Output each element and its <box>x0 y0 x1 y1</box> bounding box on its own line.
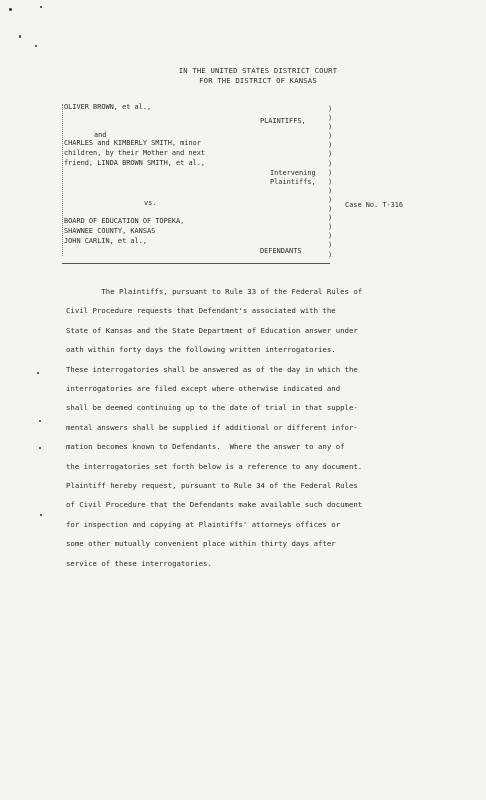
caption-left-rule <box>62 104 63 256</box>
body-line: interrogatories are filed except where otherwise indicated and <box>66 384 341 394</box>
body-line: State of Kansas and the State Department of Education answer under <box>66 325 358 335</box>
intervenor-line-3: friend, LINDA BROWN SMITH, et al., <box>64 159 206 167</box>
body-line: Civil Procedure requests that Defendant's associated with the <box>66 306 336 316</box>
court-district: FOR THE DISTRICT OF KANSAS <box>199 76 317 85</box>
body-line: oath within forty days the following written interrogatories. <box>66 345 336 355</box>
scan-speck <box>37 372 39 374</box>
intervenor-line-1: CHARLES and KIMBERLY SMITH, minor <box>64 139 201 147</box>
caption-bottom-rule <box>62 263 330 264</box>
body-line: some other mutually convenient place within thirty days after <box>66 539 336 549</box>
scan-speck <box>39 420 41 422</box>
scan-speck <box>39 447 41 449</box>
court-name: IN THE UNITED STATES DISTRICT COURT <box>178 66 338 75</box>
body-line: the interrogatories set forth below is a reference to any document. <box>66 461 363 471</box>
plaintiff-name: OLIVER BROWN, et al., <box>64 103 152 111</box>
scan-speck <box>35 45 37 47</box>
intervenor-role-2: Plaintiffs, <box>270 178 316 186</box>
case-caption <box>64 103 354 267</box>
and-conjunction: and <box>94 131 107 139</box>
intervenor-role-1: Intervening <box>270 169 316 177</box>
body-line: service of these interrogatories. <box>66 558 212 568</box>
interrogatories-preamble <box>66 282 456 573</box>
versus: vs. <box>144 199 157 207</box>
body-line: The Plaintiffs, pursuant to Rule 33 of the Federal Rules of <box>66 287 363 296</box>
intervenor-line-2: children, by their Mother and next <box>64 149 206 157</box>
body-line: mation becomes known to Defendants. Where the answer to any of <box>66 442 345 452</box>
body-line: of Civil Procedure that the Defendants make available such document <box>66 500 363 510</box>
body-line: shall be deemed continuing up to the date of trial in that supple- <box>66 403 358 413</box>
body-line: Plaintiff hereby request, pursuant to Rule 34 of the Federal Rules <box>66 481 358 491</box>
body-line: for inspection and copying at Plaintiffs' attorneys offices or <box>66 519 341 529</box>
defendant-line-3: JOHN CARLIN, et al., <box>64 237 147 245</box>
plaintiff-role: PLAINTIFFS, <box>260 117 306 125</box>
scan-speck <box>9 8 12 11</box>
defendant-line-2: SHAWNEE COUNTY, KANSAS <box>64 227 156 235</box>
scan-speck <box>40 6 42 8</box>
scan-speck <box>40 514 42 516</box>
defendant-line-1: BOARD OF EDUCATION OF TOPEKA, <box>64 217 185 225</box>
body-line: These interrogatories shall be answered as of the day in which the <box>66 364 358 374</box>
court-heading <box>0 66 486 86</box>
body-line: mental answers shall be supplied if additional or different infor- <box>66 422 358 432</box>
defendant-role: DEFENDANTS <box>260 247 302 255</box>
caption-parentheses: ) ) ) ) ) ) ) ) ) ) ) ) ) ) ) ) ) <box>328 105 333 259</box>
case-number: Case No. T-316 <box>345 201 404 209</box>
scan-speck <box>19 35 21 38</box>
